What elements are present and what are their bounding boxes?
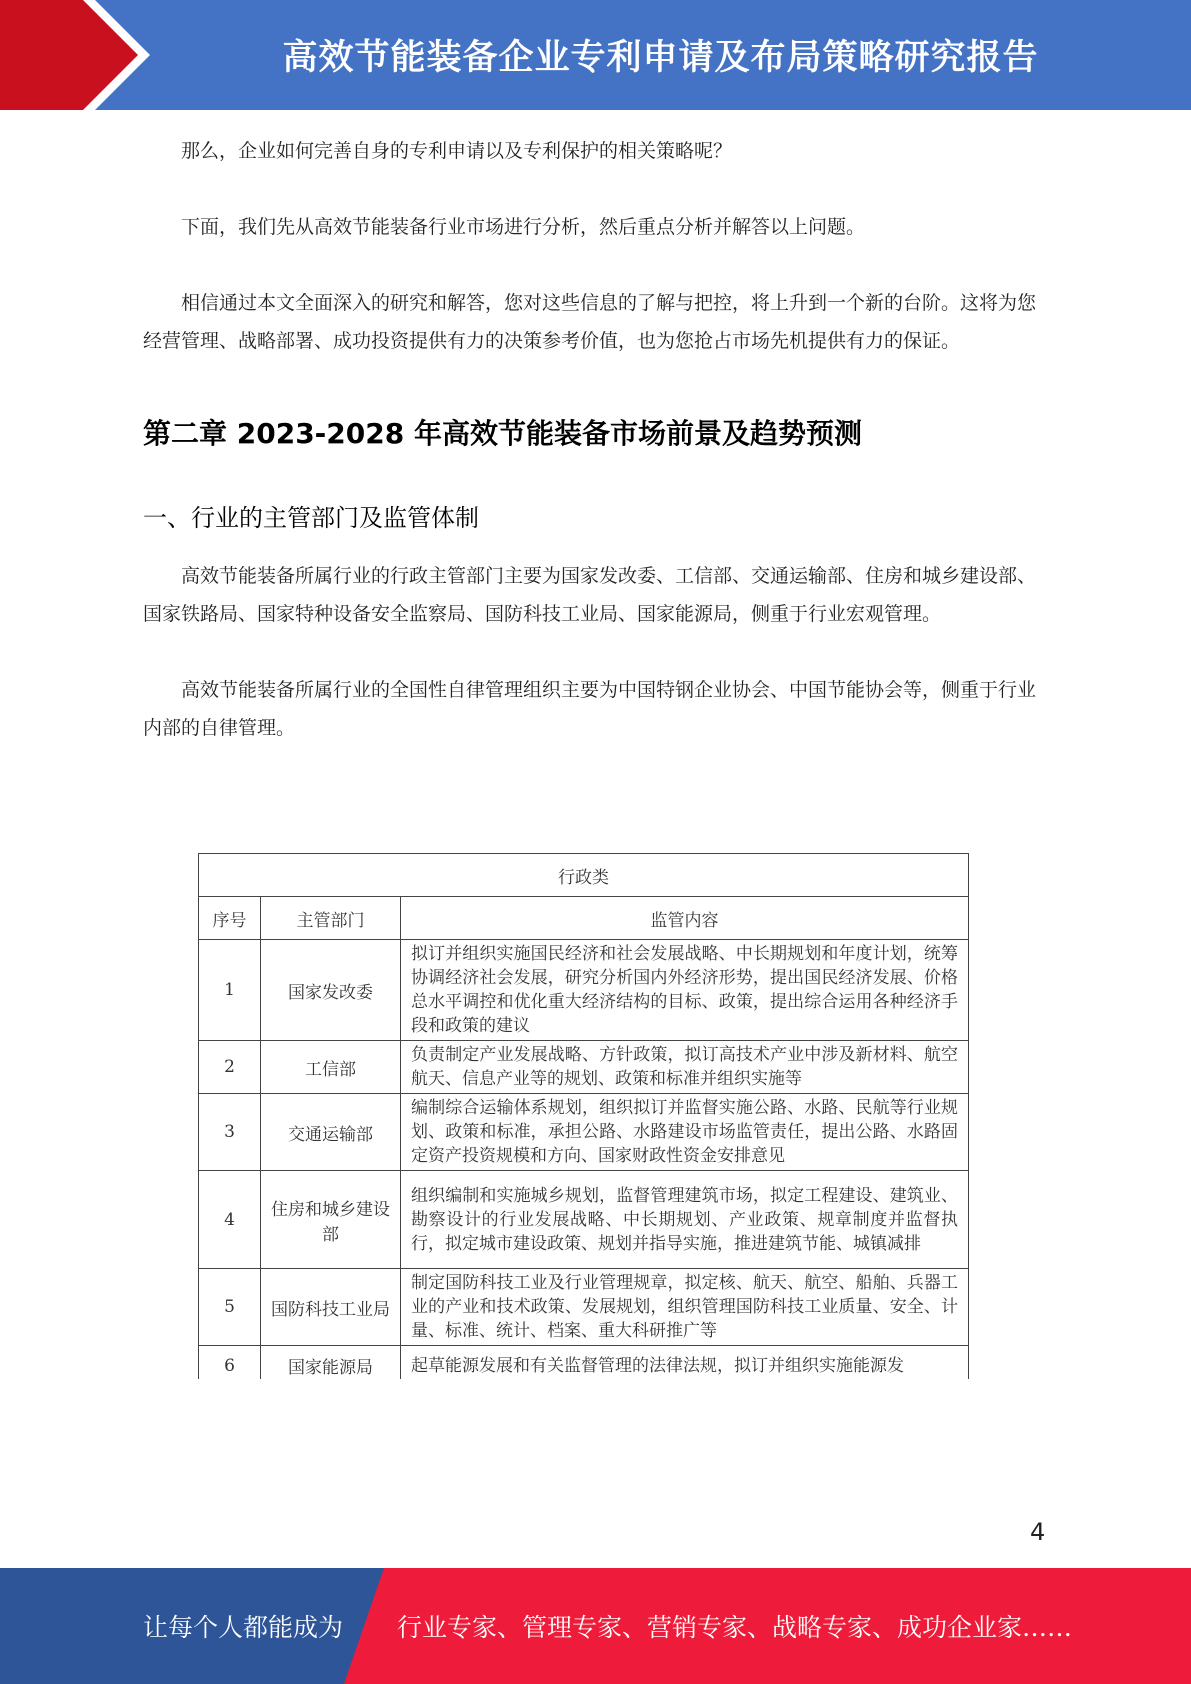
paragraph: 下面，我们先从高效节能装备行业市场进行分析，然后重点分析并解答以上问题。 — [181, 216, 866, 238]
row-content: 制定国防科技工业及行业管理规章，拟定核、航天、航空、船舶、兵器工业的产业和技术政策、发展规划，组织管理国防科技工业质量、安全、计量、标准、统计、档案、重大科研推广等 — [401, 1269, 969, 1346]
row-department: 工信部 — [261, 1041, 401, 1094]
page-footer — [0, 1568, 1191, 1684]
table-header: 序号 — [199, 897, 261, 940]
row-number: 6 — [199, 1346, 261, 1380]
table-row — [199, 1171, 969, 1269]
row-number: 5 — [199, 1269, 261, 1346]
row-number: 3 — [199, 1094, 261, 1171]
row-content: 编制综合运输体系规划，组织拟订并监督实施公路、水路、民航等行业规划、政策和标准，承担公路、水路建设市场监管责任，提出公路、水路固定资产投资规模和方向、国家财政性资金安排意见 — [401, 1094, 969, 1171]
row-department: 国家能源局 — [261, 1346, 401, 1380]
row-content: 组织编制和实施城乡规划，监督管理建筑市场，拟定工程建设、建筑业、勘察设计的行业发展战略、中长期规划、产业政策、规章制度并监督执行，拟定城市建设政策、规划并指导实施，推进建筑节能、城镇减排 — [401, 1171, 969, 1269]
row-content: 负责制定产业发展战略、方针政策，拟订高技术产业中涉及新材料、航空航天、信息产业等的规划、政策和标准并组织实施等 — [401, 1041, 969, 1094]
page-number: 4 — [1030, 1518, 1046, 1546]
paragraph: 相信通过本文全面深入的研究和解答，您对这些信息的了解与把控，将上升到一个新的台阶。这将为您经营管理、战略部署、成功投资提供有力的决策参考价值，也为您抢占市场先机提供有力的保证。 — [143, 292, 1037, 352]
row-number: 4 — [199, 1171, 261, 1269]
row-number: 2 — [199, 1041, 261, 1094]
table-row — [199, 1346, 969, 1380]
chapter-title: 第二章 2023-2028 年高效节能装备市场前景及趋势预测 — [143, 417, 862, 450]
row-department: 住房和城乡建设部 — [261, 1171, 401, 1269]
page-header — [0, 0, 1191, 110]
document-body — [143, 132, 1045, 785]
table-row — [199, 940, 969, 1041]
row-department: 交通运输部 — [261, 1094, 401, 1171]
header-chevron-icon — [0, 0, 160, 110]
footer-slogan-left: 让每个人都能成为 — [143, 1613, 344, 1642]
table-caption: 行政类 — [199, 854, 969, 897]
row-content: 起草能源发展和有关监督管理的法律法规，拟订并组织实施能源发 — [401, 1346, 969, 1380]
table-row — [199, 1094, 969, 1171]
section-title: 一、行业的主管部门及监管体制 — [143, 504, 479, 532]
table-row — [199, 1269, 969, 1346]
table-row — [199, 1041, 969, 1094]
table-header: 监管内容 — [401, 897, 969, 940]
regulator-table — [198, 853, 969, 1379]
paragraph: 那么，企业如何完善自身的专利申请以及专利保护的相关策略呢？ — [181, 140, 733, 162]
row-content: 拟订并组织实施国民经济和社会发展战略、中长期规划和年度计划，统筹协调经济社会发展，研究分析国内外经济形势，提出国民经济发展、价格总水平调控和优化重大经济结构的目标、政策，提出综合运用各种经济手段和政策的建议 — [401, 940, 969, 1041]
row-number: 1 — [199, 940, 261, 1041]
row-department: 国家发改委 — [261, 940, 401, 1041]
row-department: 国防科技工业局 — [261, 1269, 401, 1346]
header-title: 高效节能装备企业专利申请及布局策略研究报告 — [282, 38, 1039, 78]
paragraph: 高效节能装备所属行业的行政主管部门主要为国家发改委、工信部、交通运输部、住房和城乡建设部、国家铁路局、国家特种设备安全监察局、国防科技工业局、国家能源局，侧重于行业宏观管理。 — [143, 565, 1037, 625]
table-header: 主管部门 — [261, 897, 401, 940]
footer-slogan-right: 行业专家、管理专家、营销专家、战略专家、成功企业家…… — [397, 1613, 1073, 1642]
paragraph: 高效节能装备所属行业的全国性自律管理组织主要为中国特钢企业协会、中国节能协会等，侧重于行业内部的自律管理。 — [143, 679, 1037, 739]
